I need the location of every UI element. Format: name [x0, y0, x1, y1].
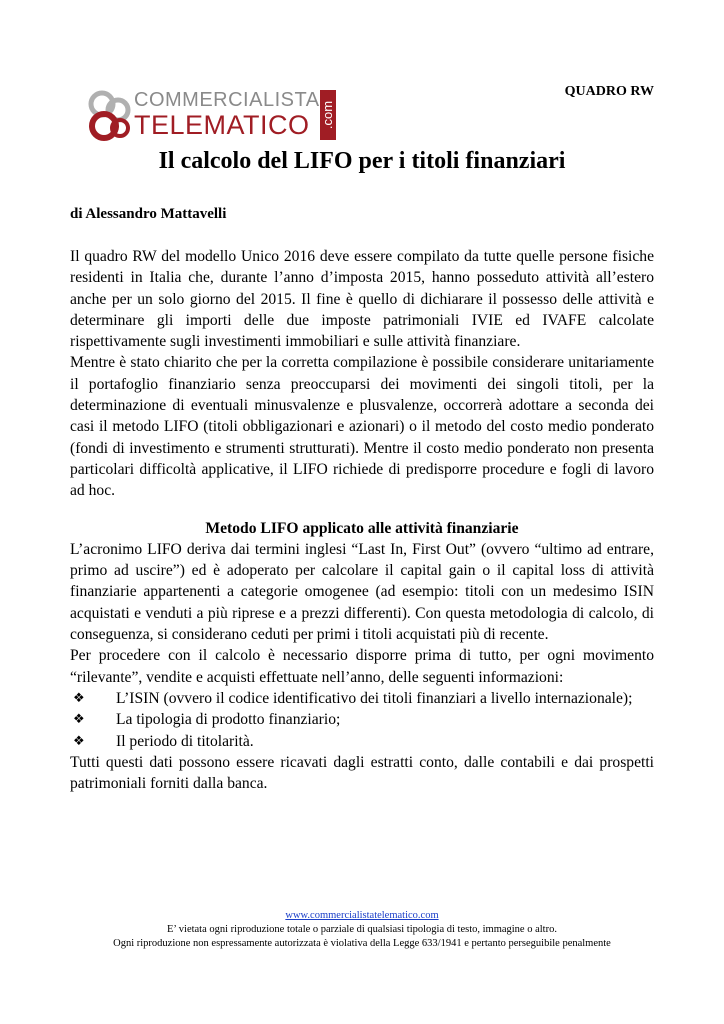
diamond-bullet-icon: ❖	[73, 690, 85, 706]
paragraph: Il quadro RW del modello Unico 2016 deve essere compilato da tutte quelle persone fisiche residenti in Italia che, durante l’anno d’imposta 2015, hanno posseduto attività all’estero anche per un solo giorno del 2015. Il fine è quello di dichiarare il possesso delle attività e determinare gli importi delle due imposte patrimoniali IVIE ed IVAFE calcolate rispettivamente sugli investimenti immobiliari e sulle attività finanziare.	[70, 248, 654, 351]
paragraph: Mentre è stato chiarito che per la corretta compilazione è possibile considerare unitariamente il portafoglio finanziario senza preoccuparsi dei movimenti dei singoli titoli, per la determinazione di eventuali minusvalenze e plusvalenze, occorrerà adottare a seconda dei casi il metodo LIFO (titoli obbligazionari e azionari) o il metodo del costo medio ponderato (fondi di investimento e strumenti strutturati). Mentre il costo medio ponderato non presenta particolari difficoltà applicative, il LIFO richiede di predisporre procedure e fogli di lavoro ad hoc.	[70, 354, 654, 500]
bullet-text: Il periodo di titolarità.	[116, 732, 254, 750]
bullet-item	[70, 688, 654, 709]
diamond-bullet-icon: ❖	[73, 712, 85, 728]
logo-text-bottom: TELEMATICO	[134, 110, 310, 140]
paragraph: Tutti questi dati possono essere ricavati dagli estratti conto, dalle contabili e dai prospetti patrimoniali forniti dalla banca.	[70, 753, 654, 793]
author-line: di Alessandro Mattavelli	[70, 206, 227, 222]
bullet-item	[70, 709, 654, 730]
document-title: Il calcolo del LIFO per i titoli finanziari	[158, 148, 566, 174]
page-footer	[0, 909, 724, 951]
footer-legal: Ogni riproduzione non espressamente autorizzata è violativa della Legge 633/1941 e pertanto perseguibile penalmente	[113, 938, 611, 949]
brand-logo	[84, 88, 334, 142]
logo-rings-icon	[84, 88, 136, 142]
bullet-text: L’ISIN (ovvero il codice identificativo dei titoli finanziari a livello internazionale);	[116, 689, 633, 707]
bullet-item	[70, 731, 654, 752]
bullet-text: La tipologia di prodotto finanziario;	[116, 711, 341, 729]
section-tag: QUADRO RW	[564, 84, 654, 99]
footer-link[interactable]: www.commercialistatelematico.com	[285, 910, 439, 921]
logo-text-top: COMMERCIALISTA	[134, 89, 320, 111]
document-body	[70, 246, 654, 794]
logo-suffix: .com	[320, 100, 335, 130]
footer-copyright: E’ vietata ogni riproduzione totale o parziale di qualsiasi tipologia di testo, immagine o altro.	[167, 924, 557, 935]
paragraph: L’acronimo LIFO deriva dai termini inglesi “Last In, First Out” (ovvero “ultimo ad entrare, primo ad uscire”) ed è adoperato per calcolare il capital gain o il capital loss di attività finanziarie appartenenti a categorie omogenee (ad esempio: titoli con un medesimo ISIN acquistati e venduti a più riprese e a prezzi differenti). Con questa metodologia di calcolo, di conseguenza, si considerano ceduti per primi i titoli acquistati più di recente.	[70, 540, 654, 644]
logo-suffix-box	[320, 90, 336, 140]
section-heading: Metodo LIFO applicato alle attività finanziarie	[205, 519, 519, 537]
paragraph: Per procedere con il calcolo è necessario disporre prima di tutto, per ogni movimento “rilevante”, vendite e acquisti effettuate nell’anno, delle seguenti informazioni:	[70, 647, 654, 686]
diamond-bullet-icon: ❖	[73, 733, 85, 749]
